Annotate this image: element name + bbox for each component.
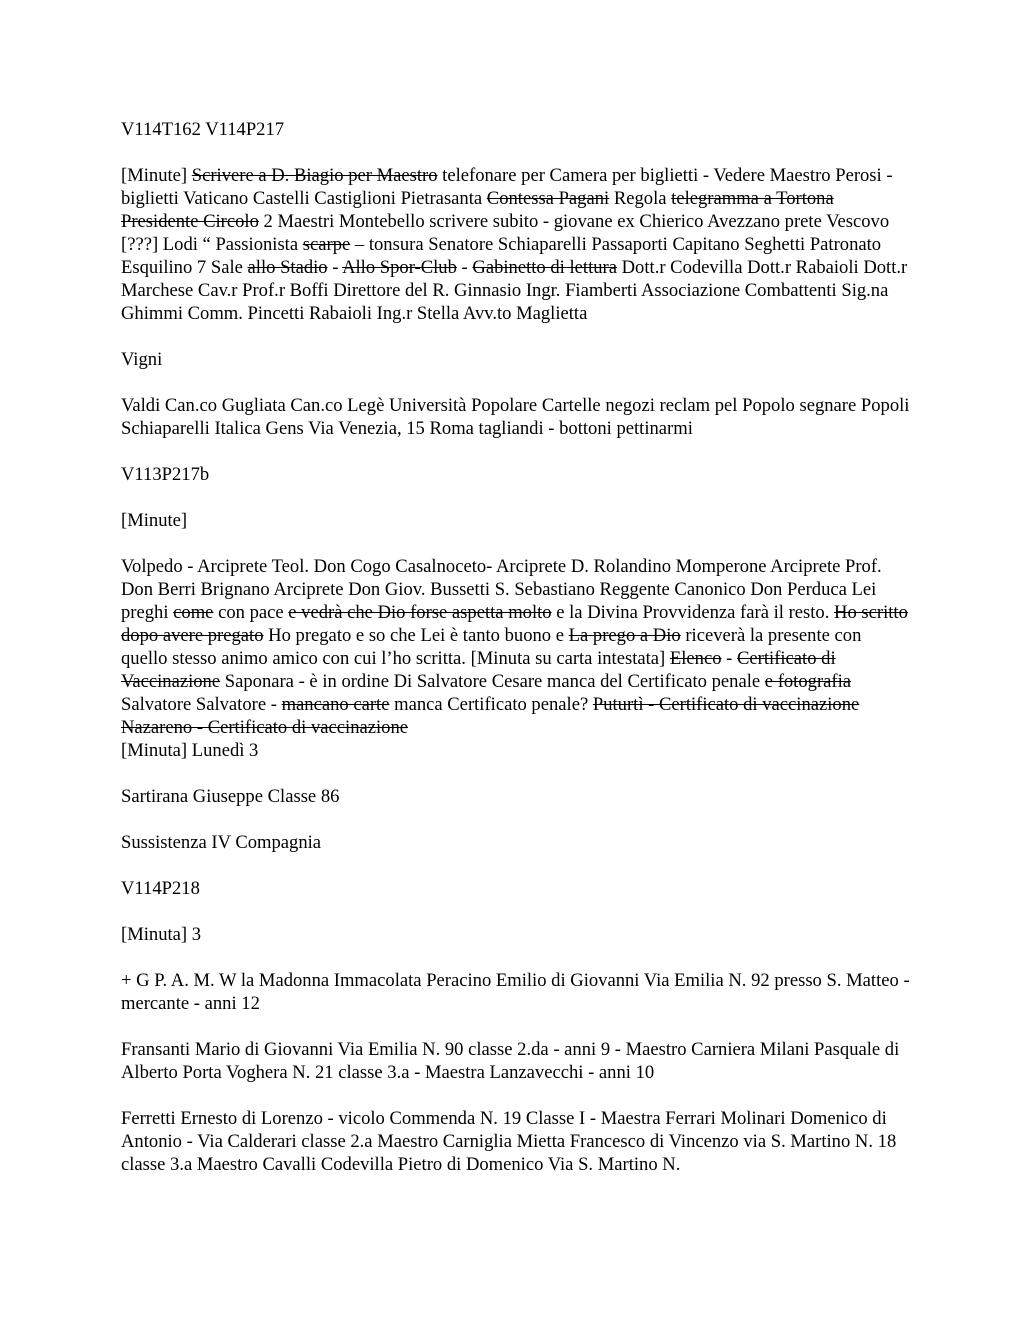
document-page — [121, 118, 911, 1199]
struck-text: Elenco — [669, 648, 722, 669]
text-segment: e la Divina Provvidenza farà il resto. — [551, 602, 835, 623]
struck-text: e vedrà che Dio forse aspetta molto — [288, 602, 552, 623]
struck-text: mancano carte — [281, 694, 390, 715]
paragraph — [121, 969, 911, 1015]
text-segment: V113P217b — [121, 464, 210, 485]
paragraph — [121, 509, 911, 532]
struck-text: Scrivere a D. Biagio per Maestro — [191, 165, 438, 186]
text-segment: Salvatore Salvatore - — [121, 694, 282, 715]
text-segment: [Minute] — [121, 165, 192, 186]
paragraph — [121, 1107, 911, 1176]
text-segment: V114P218 — [121, 878, 200, 899]
struck-text: e fotografia — [764, 671, 852, 692]
paragraph — [121, 394, 911, 440]
text-segment: 2 Maestri Montebello scrivere subito - giovane ex Chierico Avezzano prete Vescovo [???] Lodi “ Passionista — [121, 211, 890, 255]
text-segment: Sussistenza IV Compagnia — [121, 832, 322, 853]
text-segment: + G P. A. M. W la Madonna Immacolata Peracino Emilio di Giovanni Via Emilia N. 92 presso S. Matteo - mercante - anni 12 — [121, 970, 910, 1014]
paragraph — [121, 348, 911, 371]
text-segment: Volpedo - Arciprete Teol. Don Cogo Casalnoceto- Arciprete D. Rolandino Momperone Arciprete Prof. Don Berri Brignano Arciprete Don Giov. Bussetti S. Sebastiano Reggente Canonico Don Perduca Lei preghi — [121, 556, 882, 623]
struck-text: telegramma a Tortona — [671, 188, 834, 209]
text-segment: Sartirana Giuseppe Classe 86 — [121, 786, 340, 807]
struck-text: allo Stadio — [247, 257, 328, 278]
struck-text: Ho scritto dopo avere pregato — [121, 602, 908, 646]
struck-text: Certificato di Vaccinazione — [121, 648, 836, 692]
text-segment: telefonare per Camera per biglietti - Vedere Maestro Perosi - biglietti Vaticano Castelli Castiglioni Pietrasanta — [121, 165, 893, 209]
text-segment: [Minuta] 3 — [121, 924, 202, 945]
text-segment: Vigni — [121, 349, 163, 370]
text-segment: Ferretti Ernesto di Lorenzo - vicolo Commenda N. 19 Classe I - Maestra Ferrari Molinari Domenico di Antonio - Via Calderari classe 2.a Maestro Carniglia Mietta Francesco di Vincenzo via S. Martino N. 18 classe 3.a Maestro Cavalli Codevilla Pietro di Domenico Via S. Martino N. — [121, 1108, 897, 1175]
text-segment: Ho pregato e so che Lei è tanto buono e — [263, 625, 569, 646]
text-segment: – tonsura Senatore Schiaparelli Passaporti Capitano Seghetti Patronato Esquilino 7 Sale — [121, 234, 882, 278]
struck-text: La prego a Dio — [568, 625, 681, 646]
struck-text: come — [173, 602, 214, 623]
paragraph — [121, 831, 911, 854]
text-segment: [Minuta] Lunedì 3 — [121, 740, 259, 761]
text-segment: con pace — [213, 602, 289, 623]
text-segment: - — [327, 257, 343, 278]
paragraph — [121, 164, 911, 325]
struck-text: Nazareno - Certificato di vaccinazione — [121, 717, 409, 738]
struck-text: scarpe — [302, 234, 351, 255]
text-segment: Fransanti Mario di Giovanni Via Emilia N. 90 classe 2.da - anni 9 - Maestro Carniera Milani Pasquale di Alberto Porta Voghera N. 21 classe 3.a - Maestra Lanzavecchi - anni 10 — [121, 1039, 900, 1083]
text-segment: Dott.r Codevilla Dott.r Rabaioli Dott.r Marchese Cav.r Prof.r Boffi Direttore del R. Ginnasio Ingr. Fiamberti Associazione Combattenti Sig.na Ghimmi Comm. Pincetti Rabaioli Ing.r Stella Avv.to Maglietta — [121, 257, 908, 324]
paragraph — [121, 555, 911, 739]
text-segment: V114T162 V114P217 — [121, 119, 285, 140]
paragraph — [121, 1038, 911, 1084]
text-segment: manca Certificato penale? — [389, 694, 593, 715]
paragraph — [121, 463, 911, 486]
text-segment: Valdi Can.co Gugliata Can.co Legè Università Popolare Cartelle negozi reclam pel Popolo segnare Popoli Schiaparelli Italica Gens Via Venezia, 15 Roma tagliandi - bottoni pettinarmi — [121, 395, 910, 439]
struck-text: Gabinetto di lettura — [472, 257, 617, 278]
paragraph — [121, 739, 911, 762]
paragraph — [121, 118, 911, 141]
struck-text: Puturtì - Certificato di vaccinazione — [592, 694, 860, 715]
text-segment: - — [721, 648, 738, 669]
paragraph — [121, 923, 911, 946]
text-segment: Regola — [609, 188, 672, 209]
paragraph — [121, 785, 911, 808]
struck-text: Contessa Pagani — [486, 188, 610, 209]
text-segment: riceverà la presente con quello stesso animo amico con cui l’ho scritta. [Minuta su carta intestata] — [121, 625, 862, 669]
struck-text: Presidente Circolo — [121, 211, 259, 232]
text-segment: - — [456, 257, 473, 278]
paragraph — [121, 877, 911, 900]
struck-text: Allo Spor-Club — [342, 257, 457, 278]
text-segment: [Minute] — [121, 510, 188, 531]
text-segment: Saponara - è in ordine Di Salvatore Cesare manca del Certificato penale — [220, 671, 765, 692]
